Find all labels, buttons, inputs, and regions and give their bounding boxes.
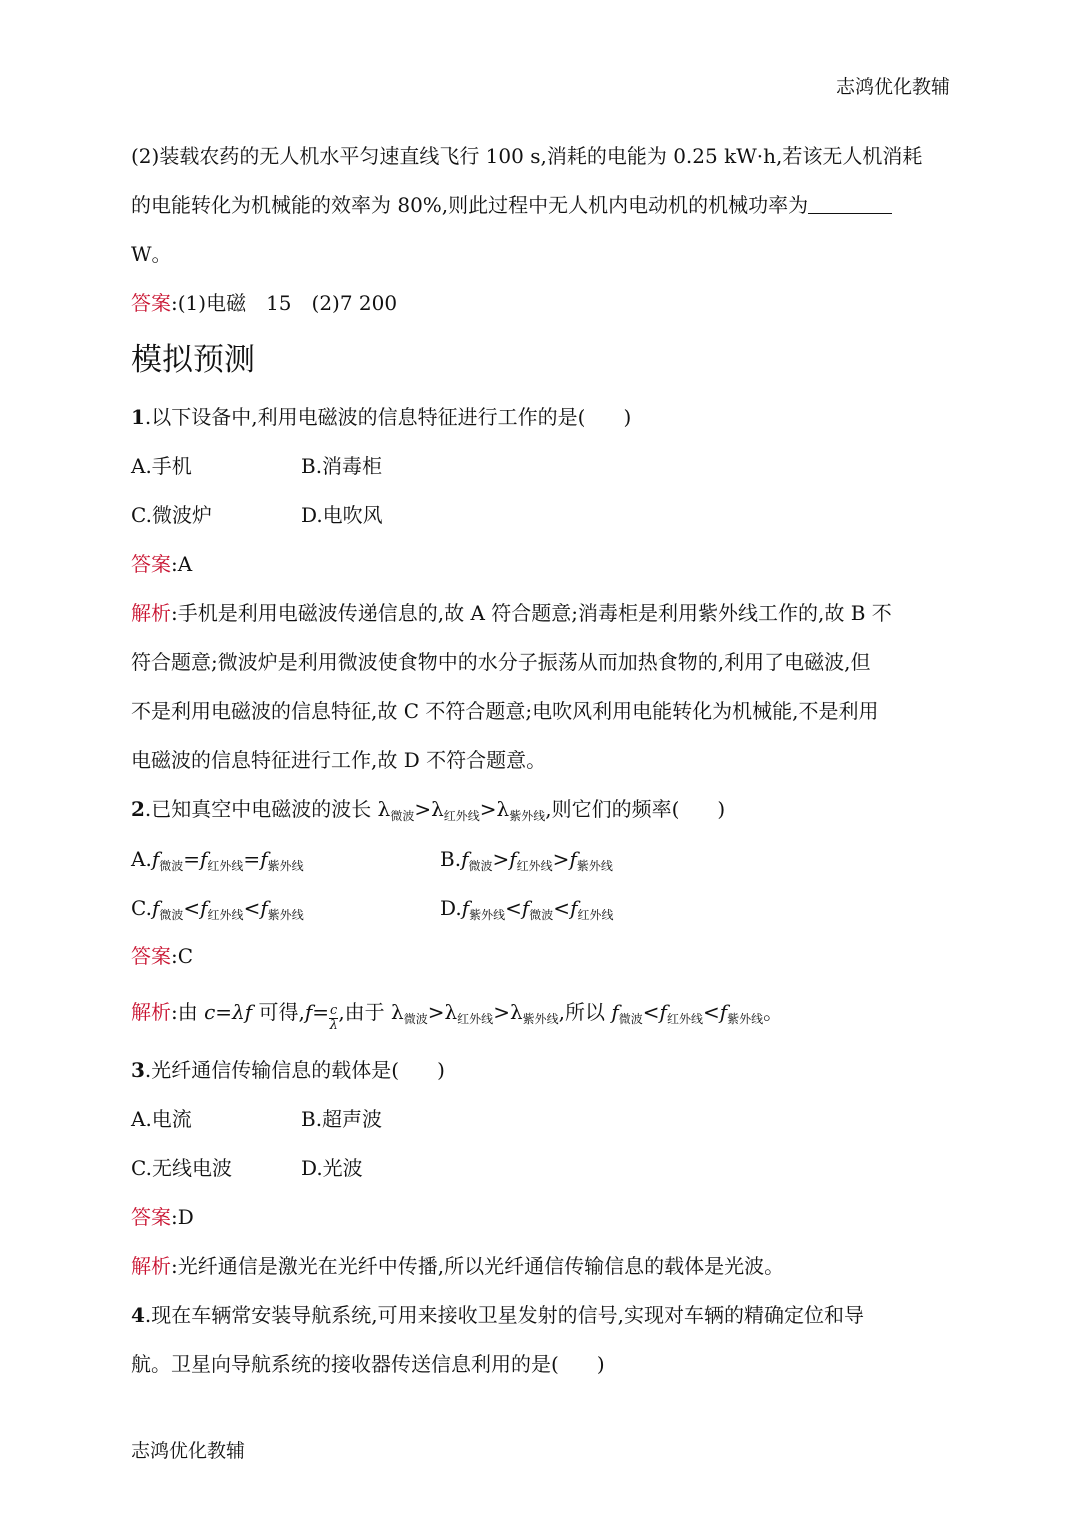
f-symbol: f [260, 847, 268, 871]
subscript: 紫外线 [267, 859, 304, 873]
q4-text: .现在车辆常安装导航系统,可用来接收卫星发射的信号,实现对车辆的精确定位和导 [144, 1303, 864, 1327]
q3-text: .光纤通信传输信息的载体是( [144, 1058, 400, 1082]
subscript: 紫外线 [509, 809, 546, 823]
subscript: 微波 [618, 1012, 643, 1026]
fraction-denominator: λ [329, 1018, 338, 1033]
q1-stem [131, 403, 631, 431]
analysis-label: 解析 [131, 601, 171, 625]
subscript: 红外线 [577, 908, 614, 922]
q2-text: .已知真空中电磁波的波长 λ [144, 797, 391, 821]
f-symbol: f [461, 847, 469, 871]
subscript: 微波 [159, 908, 184, 922]
q4-stem-line-1 [131, 1301, 864, 1329]
section-title: 模拟预测 [131, 342, 255, 378]
f-symbol: f [659, 1000, 667, 1024]
f-symbol: f [200, 896, 208, 920]
subscript: 红外线 [666, 1012, 703, 1026]
symbol: < [183, 896, 201, 920]
q1-number: 1 [131, 405, 145, 429]
subscript: 红外线 [516, 859, 553, 873]
q1-analysis-line-3: 不是利用电磁波的信息特征,故 C 不符合题意;电吹风利用电能转化为机械能,不是利用 [131, 699, 879, 723]
f-symbol: f [719, 1000, 728, 1024]
subscript: 紫外线 [522, 1012, 559, 1026]
q1-option-d: D.电吹风 [301, 503, 383, 527]
analysis-text: :由 [171, 1000, 205, 1024]
symbol: > [492, 847, 510, 871]
q1-analysis-line-1 [131, 599, 892, 627]
prev-question-line-2-text: 的电能转化为机械能的效率为 80%,则此过程中无人机内电动机的机械功率为 [131, 193, 809, 217]
prev-question-line-3: W。 [131, 242, 172, 266]
q3-answer [131, 1203, 194, 1231]
answer-label: 答案 [131, 552, 171, 576]
q4-stem-line-2 [131, 1350, 605, 1378]
answer-text: :C [171, 944, 194, 968]
q2-stem [131, 795, 725, 826]
q3-option-b: B.超声波 [301, 1107, 383, 1131]
subscript: 红外线 [457, 1012, 494, 1026]
answer-blank [808, 193, 892, 214]
subscript: 微波 [403, 1012, 428, 1026]
option-prefix: B. [440, 847, 462, 871]
answer-label: 答案 [131, 944, 171, 968]
q2-close-paren: ) [717, 797, 726, 821]
f-symbol: f [260, 896, 268, 920]
f-symbol: f [569, 847, 577, 871]
subscript: 红外线 [207, 859, 244, 873]
analysis-text: :手机是利用电磁波传递信息的,故 A 符合题意;消毒柜是利用紫外线工作的,故 B 不 [171, 601, 892, 625]
q3-options-row-2 [131, 1154, 363, 1182]
q1-close-paren: ) [623, 405, 632, 429]
q1-option-b: B.消毒柜 [301, 454, 383, 478]
f-symbol: f [461, 896, 470, 920]
page-footer-brand: 志鸿优化教辅 [131, 1440, 246, 1462]
option-prefix: A. [131, 847, 152, 871]
prev-question-line-2 [131, 191, 892, 219]
q3-option-d: D.光波 [301, 1156, 363, 1180]
analysis-text: 。 [763, 1000, 784, 1024]
analysis-text: ,由于 λ [338, 1000, 404, 1024]
q3-analysis [131, 1252, 784, 1280]
q2-options-row-1 [131, 845, 613, 876]
analysis-text: :光纤通信是激光在光纤中传播,所以光纤通信传输信息的载体是光波。 [171, 1254, 785, 1278]
q4-text: 航。卫星向导航系统的接收器传送信息利用的是( [131, 1352, 559, 1376]
q2-option-d [440, 894, 613, 925]
option-prefix: D. [440, 896, 462, 920]
symbol: = [243, 847, 261, 871]
subscript: 微波 [390, 809, 415, 823]
formula: f= [304, 1000, 330, 1024]
q3-number: 3 [131, 1058, 145, 1082]
f-symbol: f [521, 896, 530, 920]
answer-text: :(1)电磁 15 (2)7 200 [171, 291, 398, 315]
analysis-text: ,所以 [558, 1000, 612, 1024]
q3-options-row-1 [131, 1105, 383, 1133]
symbol: < [243, 896, 261, 920]
q3-option-a: A.电流 [131, 1107, 192, 1131]
prev-answer [131, 289, 397, 317]
answer-text: :D [171, 1205, 194, 1229]
subscript: 紫外线 [727, 1012, 764, 1026]
q2-option-b [440, 845, 613, 876]
formula: c=λf [204, 1000, 253, 1024]
answer-label: 答案 [131, 291, 171, 315]
q1-text: .以下设备中,利用电磁波的信息特征进行工作的是( [144, 405, 586, 429]
f-symbol: f [200, 847, 208, 871]
q2-option-a [131, 847, 304, 871]
subscript: 紫外线 [576, 859, 613, 873]
q2-analysis [131, 998, 783, 1033]
subscript: 微波 [159, 859, 184, 873]
answer-label: 答案 [131, 1205, 171, 1229]
q4-number: 4 [131, 1303, 145, 1327]
page-header-brand: 志鸿优化教辅 [835, 76, 950, 98]
q4-close-paren: ) [596, 1352, 605, 1376]
symbol: < [642, 1000, 660, 1024]
symbol: >λ [479, 797, 510, 821]
symbol: >λ [493, 1000, 523, 1024]
q1-answer [131, 550, 192, 578]
answer-text: :A [171, 552, 193, 576]
symbol: >λ [414, 797, 444, 821]
q2-answer [131, 942, 193, 970]
q2-number: 2 [131, 797, 145, 821]
q2-text-end: ,则它们的频率( [545, 797, 680, 821]
symbol: >λ [427, 1000, 458, 1024]
q3-close-paren: ) [437, 1058, 445, 1082]
f-symbol: f [570, 896, 578, 920]
q1-option-a: A.手机 [131, 454, 192, 478]
fraction-numerator: c [330, 1003, 338, 1018]
q3-option-c: C.无线电波 [131, 1156, 232, 1180]
subscript: 微波 [468, 859, 493, 873]
symbol: = [183, 847, 200, 871]
q3-stem [131, 1056, 445, 1084]
q1-options-row-2 [131, 501, 383, 529]
f-symbol: f [509, 847, 517, 871]
symbol: < [505, 896, 522, 920]
subscript: 紫外线 [267, 908, 304, 922]
subscript: 红外线 [207, 908, 244, 922]
f-symbol: f [611, 1000, 619, 1024]
q1-analysis-line-4: 电磁波的信息特征进行工作,故 D 不符合题意。 [131, 748, 547, 772]
symbol: > [552, 847, 570, 871]
symbol: < [553, 896, 571, 920]
q1-option-c: C.微波炉 [131, 503, 212, 527]
q1-options-row-1 [131, 452, 383, 480]
q2-option-c [131, 896, 304, 920]
f-symbol: f [151, 896, 160, 920]
subscript: 紫外线 [469, 908, 506, 922]
option-prefix: C. [131, 896, 152, 920]
symbol: < [702, 1000, 720, 1024]
subscript: 红外线 [443, 809, 480, 823]
f-symbol: f [151, 847, 160, 871]
q1-analysis-line-2: 符合题意;微波炉是利用微波使食物中的水分子振荡从而加热食物的,利用了电磁波,但 [131, 650, 871, 674]
analysis-label: 解析 [131, 1254, 171, 1278]
analysis-label: 解析 [131, 1000, 171, 1024]
q2-options-row-2 [131, 894, 614, 925]
prev-question-line-1: (2)装载农药的无人机水平匀速直线飞行 100 s,消耗的电能为 0.25 kW·h,若该无人机消耗 [131, 144, 923, 168]
subscript: 微波 [529, 908, 554, 922]
fraction [329, 1004, 338, 1033]
analysis-text: 可得, [252, 1000, 305, 1024]
